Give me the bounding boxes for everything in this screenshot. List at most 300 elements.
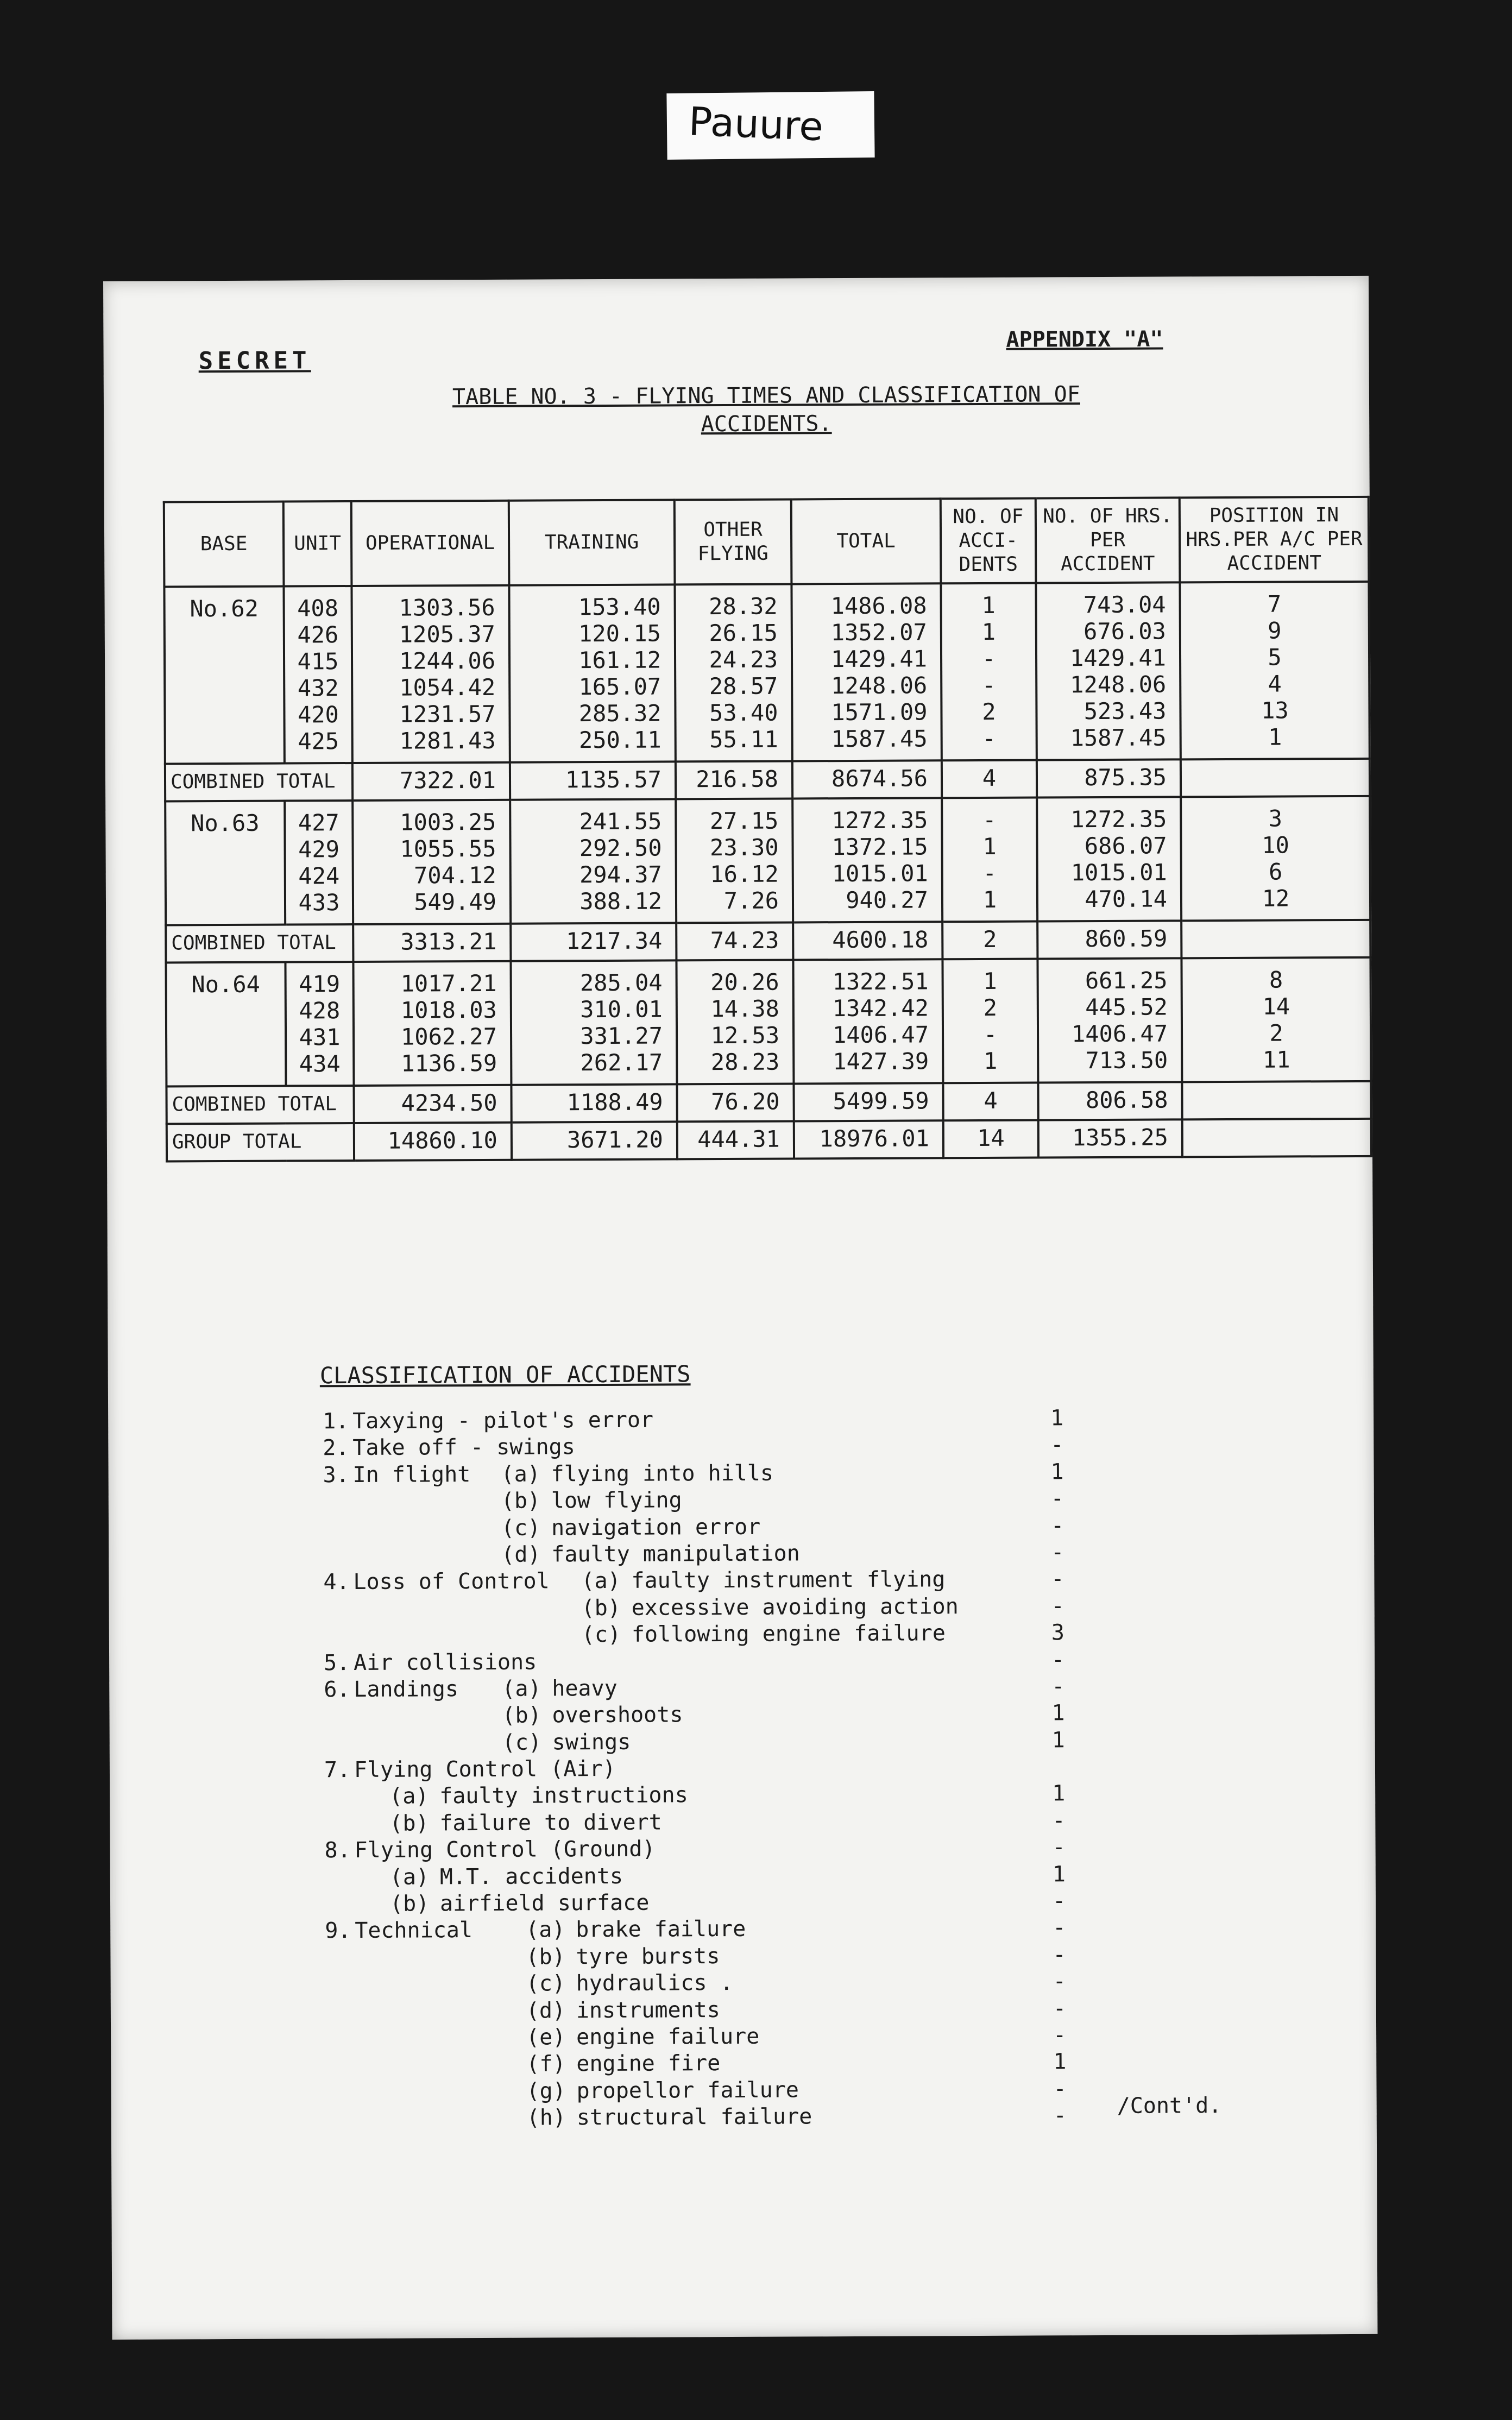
total-value: 1429.41 <box>830 645 928 673</box>
operational-total: 4234.50 <box>354 1085 511 1123</box>
combined-total-row <box>165 759 1370 802</box>
class-heading: In flight <box>352 1461 471 1488</box>
class-number: 6. <box>324 1677 350 1703</box>
accidents-value: 2 <box>982 698 996 725</box>
class-subletter: (a) <box>526 1917 565 1943</box>
class-count: - <box>1053 1915 1066 1940</box>
unit-value: 424 <box>298 862 340 890</box>
classification-row <box>324 1673 1301 1704</box>
total-value: 1406.47 <box>832 1021 929 1049</box>
class-description: faulty instrument flying <box>631 1567 946 1594</box>
total-value: 1352.07 <box>830 619 927 646</box>
class-count: - <box>1053 2022 1067 2048</box>
classification-row <box>325 1861 1302 1892</box>
unit-cell <box>285 962 354 1086</box>
class-description: failure to divert <box>439 1810 662 1836</box>
total-value: 1322.51 <box>832 968 929 995</box>
class-subletter: (f) <box>526 2051 566 2077</box>
other-flying-value: 16.12 <box>710 860 779 888</box>
total-value: 1571.09 <box>831 698 928 726</box>
hrs-per-accident-total: 875.35 <box>1037 759 1181 797</box>
document-page <box>103 276 1378 2340</box>
base-group-row <box>164 582 1369 764</box>
class-subletter: (b) <box>526 1944 565 1970</box>
hrs-per-accident-value: 1429.41 <box>1069 644 1167 672</box>
class-number: 2. <box>323 1435 349 1461</box>
base-group-row <box>165 796 1370 925</box>
classification-title: CLASSIFICATION OF ACCIDENTS <box>319 1360 691 1389</box>
classification-row <box>324 1726 1302 1757</box>
training-value: 310.01 <box>580 995 663 1023</box>
class-heading: Loss of Control <box>353 1568 550 1595</box>
total-cell <box>792 798 942 922</box>
unit-value: 419 <box>299 970 341 998</box>
class-number: 4. <box>323 1570 350 1595</box>
class-subletter: (d) <box>526 1997 566 2024</box>
operational-value: 1231.57 <box>399 700 496 728</box>
class-count: - <box>1053 1942 1066 1968</box>
class-description: heavy <box>552 1675 618 1701</box>
class-subletter: (g) <box>526 2078 566 2104</box>
other-flying-value: 28.57 <box>709 672 778 700</box>
hrs-per-accident-value: 445.52 <box>1085 993 1168 1021</box>
operational-total: 7322.01 <box>352 762 510 801</box>
class-subletter: (a) <box>389 1784 429 1810</box>
hrs-per-accident-value: 676.03 <box>1083 617 1166 645</box>
operational-value: 1062.27 <box>400 1023 497 1050</box>
hrs-per-accident-grand-total: 1355.25 <box>1038 1119 1182 1157</box>
classification-row <box>324 1619 1301 1650</box>
other-flying-grand-total: 444.31 <box>677 1121 794 1159</box>
training-value: 331.27 <box>580 1022 663 1050</box>
total-total: 5499.59 <box>793 1083 943 1121</box>
classification-row <box>323 1566 1301 1597</box>
operational-grand-total: 14860.10 <box>354 1123 512 1161</box>
total-value: 1486.08 <box>830 592 927 620</box>
unit-value: 434 <box>299 1050 341 1077</box>
operational-value: 1303.56 <box>399 594 495 621</box>
unit-value: 408 <box>297 595 339 622</box>
other-flying-value: 23.30 <box>710 834 779 861</box>
position-value: 13 <box>1261 697 1289 724</box>
col-header: OTHER FLYING <box>675 499 792 584</box>
operational-total: 3313.21 <box>353 924 511 962</box>
other-flying-value: 12.53 <box>710 1022 780 1049</box>
class-heading: Landings <box>354 1677 459 1702</box>
class-number: 3. <box>323 1462 349 1488</box>
hrs-per-accident-value: 686.07 <box>1084 832 1167 860</box>
other-flying-value: 53.40 <box>709 699 778 727</box>
position-total-empty <box>1181 759 1370 797</box>
class-count: 1 <box>1051 1700 1065 1726</box>
class-count: - <box>1050 1486 1064 1511</box>
combined-total-row <box>166 920 1370 963</box>
class-subletter: (b) <box>502 1703 541 1729</box>
col-header: NO. OF HRS. PER ACCIDENT <box>1036 497 1180 583</box>
operational-cell <box>353 961 511 1086</box>
other-flying-value: 24.23 <box>709 646 778 673</box>
operational-cell <box>352 800 511 924</box>
table-title-line2: ACCIDENTS. <box>701 411 832 437</box>
class-description: following engine failure <box>631 1621 946 1647</box>
total-total: 8674.56 <box>792 760 942 798</box>
unit-cell <box>285 801 353 925</box>
file-label-tab <box>666 91 874 160</box>
hrs-per-accident-value: 743.04 <box>1083 591 1166 619</box>
class-count: 1 <box>1052 1861 1066 1887</box>
operational-value: 1281.43 <box>399 727 496 754</box>
total-value: 1248.06 <box>831 672 928 699</box>
classification-row <box>325 1834 1302 1865</box>
position-value: 6 <box>1269 858 1283 885</box>
class-description: hydraulics . <box>576 1970 733 1996</box>
accidents-cell <box>942 798 1037 922</box>
continued-note: /Cont'd. <box>1117 2093 1222 2119</box>
class-subletter: (c) <box>502 1730 542 1755</box>
class-subletter: (b) <box>389 1891 430 1917</box>
class-description: propellor failure <box>576 2077 799 2103</box>
training-value: 250.11 <box>578 726 662 754</box>
unit-value: 432 <box>297 675 339 702</box>
accidents-total: 4 <box>943 1083 1038 1121</box>
classification-row <box>324 1807 1302 1838</box>
classification-row <box>324 1592 1301 1623</box>
class-description: M.T. accidents <box>439 1863 623 1889</box>
position-value: 7 <box>1267 590 1282 617</box>
hrs-per-accident-value: 523.43 <box>1083 697 1167 725</box>
position-value: 1 <box>1268 723 1282 751</box>
class-subletter: (c) <box>526 1971 566 1996</box>
accidents-total: 4 <box>942 760 1037 798</box>
unit-value: 426 <box>297 621 339 648</box>
accidents-value: 1 <box>982 886 997 913</box>
class-description: swings <box>552 1729 631 1755</box>
class-description: structural failure <box>576 2104 812 2131</box>
position-value: 2 <box>1269 1019 1283 1047</box>
accidents-value: - <box>981 671 996 698</box>
col-header: POSITION IN HRS.PER A/C PER ACCIDENT <box>1180 497 1369 583</box>
combined-total-label: COMBINED TOTAL <box>166 1086 354 1124</box>
other-flying-total: 216.58 <box>676 761 792 799</box>
total-cell <box>793 959 943 1083</box>
total-value: 1427.39 <box>833 1048 929 1075</box>
classification-row <box>325 1914 1302 1945</box>
class-count: - <box>1053 1969 1066 1994</box>
position-value: 12 <box>1262 885 1290 912</box>
class-description: engine fire <box>576 2051 721 2077</box>
class-count: - <box>1051 1593 1064 1619</box>
base-cell: No.63 <box>165 801 285 925</box>
col-header: UNIT <box>284 501 352 587</box>
other-flying-cell <box>676 960 793 1084</box>
accidents-value: 1 <box>981 591 996 619</box>
hrs-per-accident-value: 1406.47 <box>1071 1020 1168 1048</box>
col-header: NO. OF ACCI-DENTS <box>941 499 1036 584</box>
class-description: tyre bursts <box>576 1943 720 1970</box>
classification-row <box>324 1753 1302 1784</box>
class-description: flying into hills <box>551 1460 774 1487</box>
unit-value: 420 <box>297 701 339 728</box>
training-value: 285.32 <box>578 699 662 727</box>
flying-times-table <box>163 496 1372 1163</box>
class-count: - <box>1050 1432 1064 1458</box>
position-value: 9 <box>1268 617 1282 644</box>
class-count: - <box>1050 1512 1064 1538</box>
accidents-value: 1 <box>983 967 997 994</box>
operational-value: 1205.37 <box>399 620 495 648</box>
total-value: 1015.01 <box>831 860 928 887</box>
hrs-per-accident-total: 806.58 <box>1038 1082 1182 1120</box>
class-count: - <box>1052 1888 1066 1914</box>
class-count: 1 <box>1053 2049 1067 2075</box>
operational-cell <box>351 585 509 763</box>
appendix-label: APPENDIX "A" <box>1006 326 1163 352</box>
other-flying-cell <box>675 584 792 761</box>
hrs-per-accident-cell <box>1037 797 1181 921</box>
class-description: low flying <box>551 1488 682 1514</box>
unit-value: 428 <box>299 997 341 1024</box>
accidents-value: 2 <box>983 994 998 1021</box>
class-count: 3 <box>1051 1620 1065 1646</box>
class-subletter: (a) <box>581 1568 621 1594</box>
accidents-value: 1 <box>984 1047 998 1074</box>
table-title <box>440 380 1092 439</box>
operational-value: 1018.03 <box>400 996 497 1024</box>
unit-value: 425 <box>298 728 339 755</box>
unit-value: 427 <box>298 809 339 836</box>
total-grand-total: 18976.01 <box>794 1120 943 1158</box>
operational-value: 1003.25 <box>400 808 496 836</box>
class-subletter: (a) <box>501 1461 540 1487</box>
class-subletter: (b) <box>581 1595 621 1621</box>
accidents-value: 1 <box>981 618 996 645</box>
operational-value: 1136.59 <box>401 1049 497 1077</box>
operational-value: 549.49 <box>414 888 497 916</box>
class-subletter: (e) <box>526 2025 566 2050</box>
class-count: 1 <box>1050 1406 1064 1431</box>
table-header-row <box>164 497 1369 587</box>
hrs-per-accident-value: 470.14 <box>1085 885 1168 913</box>
total-value: 1372.15 <box>831 833 928 861</box>
training-cell <box>510 799 676 923</box>
training-value: 153.40 <box>578 593 661 621</box>
training-value: 120.15 <box>578 620 661 647</box>
col-header: TRAINING <box>509 500 675 585</box>
class-heading: Taxying - pilot's error <box>352 1407 654 1434</box>
classification-row <box>325 1995 1303 2026</box>
class-count: - <box>1052 1835 1066 1860</box>
other-flying-value: 27.15 <box>709 807 779 835</box>
total-value: 1587.45 <box>831 725 928 753</box>
file-label-text: Pauure <box>688 98 824 150</box>
position-cell <box>1181 796 1370 921</box>
position-value: 5 <box>1268 644 1282 671</box>
training-cell <box>509 584 675 762</box>
class-number: 5. <box>324 1650 350 1675</box>
position-total-empty <box>1182 1119 1371 1157</box>
security-marking: SECRET <box>198 346 311 375</box>
combined-total-label: COMBINED TOTAL <box>165 763 352 802</box>
base-cell: No.62 <box>164 587 284 764</box>
position-value: 11 <box>1262 1046 1290 1073</box>
class-count: 1 <box>1052 1781 1066 1806</box>
operational-value: 1054.42 <box>399 673 496 701</box>
class-count: - <box>1053 2076 1067 2102</box>
class-heading: Air collisions <box>354 1649 537 1675</box>
class-count: - <box>1053 2103 1067 2128</box>
class-subletter: (c) <box>581 1622 621 1648</box>
other-flying-value: 28.32 <box>709 593 778 620</box>
class-subletter: (a) <box>502 1676 541 1701</box>
classification-row <box>325 2049 1303 2079</box>
hrs-per-accident-value: 1587.45 <box>1070 724 1167 752</box>
position-total-empty <box>1182 1081 1371 1120</box>
classification-row <box>323 1539 1301 1570</box>
position-value: 4 <box>1268 670 1282 697</box>
class-count: - <box>1051 1647 1065 1672</box>
total-cell <box>791 583 941 761</box>
class-subletter: (d) <box>501 1542 541 1567</box>
other-flying-value: 20.26 <box>710 968 779 996</box>
class-description: airfield surface <box>439 1890 650 1917</box>
accidents-cell <box>942 959 1038 1083</box>
classification-row <box>325 1887 1302 1918</box>
accidents-grand-total: 14 <box>943 1120 1038 1158</box>
classification-row <box>325 2021 1303 2052</box>
class-subletter: (c) <box>501 1515 541 1541</box>
col-header: BASE <box>164 502 284 587</box>
position-cell <box>1181 957 1371 1082</box>
other-flying-cell <box>676 798 793 923</box>
training-value: 294.37 <box>579 861 662 888</box>
classification-row <box>323 1458 1300 1489</box>
position-cell <box>1180 582 1369 760</box>
hrs-per-accident-cell <box>1036 582 1180 760</box>
classification-row <box>323 1404 1300 1435</box>
base-group-row <box>166 957 1371 1087</box>
hrs-per-accident-value: 1015.01 <box>1070 859 1167 886</box>
position-value: 10 <box>1262 831 1289 859</box>
accidents-value: - <box>982 806 997 833</box>
class-number: 9. <box>325 1918 351 1944</box>
class-description: navigation error <box>551 1514 761 1540</box>
class-description: engine failure <box>576 2024 760 2050</box>
accidents-value: - <box>981 645 996 672</box>
training-value: 165.07 <box>578 673 662 701</box>
total-total: 4600.18 <box>793 922 942 960</box>
total-value: 1342.42 <box>832 994 929 1022</box>
position-total-empty <box>1181 920 1370 959</box>
group-total-row <box>167 1119 1371 1162</box>
other-flying-value: 14.38 <box>710 995 779 1023</box>
unit-value: 431 <box>299 1024 341 1051</box>
class-subletter: (b) <box>501 1488 541 1514</box>
total-value: 940.27 <box>846 886 929 914</box>
other-flying-value: 28.23 <box>710 1048 780 1076</box>
training-total: 1135.57 <box>510 761 676 799</box>
classification-row <box>325 1968 1303 1999</box>
training-total: 1217.34 <box>511 923 676 961</box>
classification-row <box>323 1432 1300 1463</box>
unit-value: 415 <box>297 648 339 675</box>
class-number: 7. <box>324 1757 351 1783</box>
col-header: TOTAL <box>791 499 941 584</box>
hrs-per-accident-value: 713.50 <box>1085 1047 1168 1074</box>
position-value: 14 <box>1262 993 1290 1020</box>
training-value: 292.50 <box>579 834 662 862</box>
class-count: 1 <box>1051 1727 1065 1753</box>
position-value: 3 <box>1268 805 1283 832</box>
accidents-cell <box>941 583 1036 761</box>
hrs-per-accident-total: 860.59 <box>1037 921 1181 959</box>
class-heading: Flying Control (Air) <box>354 1756 616 1783</box>
training-value: 161.12 <box>578 646 662 674</box>
class-count: - <box>1052 1808 1066 1833</box>
accidents-value: 1 <box>982 833 997 860</box>
other-flying-value: 26.15 <box>709 619 778 647</box>
training-total: 1188.49 <box>511 1084 677 1122</box>
classification-row <box>325 1941 1302 1972</box>
training-grand-total: 3671.20 <box>512 1121 677 1159</box>
class-count: 1 <box>1050 1459 1064 1485</box>
class-subletter: (h) <box>526 2105 566 2131</box>
col-header: OPERATIONAL <box>351 501 509 586</box>
class-description: excessive avoiding action <box>631 1593 959 1621</box>
training-value: 241.55 <box>579 808 662 835</box>
operational-value: 1055.55 <box>400 835 496 862</box>
training-value: 388.12 <box>579 887 663 915</box>
hrs-per-accident-value: 1248.06 <box>1070 671 1167 698</box>
class-subletter: (b) <box>389 1811 429 1836</box>
class-count: - <box>1051 1540 1064 1565</box>
training-cell <box>511 960 677 1085</box>
training-value: 285.04 <box>579 969 663 997</box>
class-number: 1. <box>323 1409 349 1434</box>
class-heading: Take off - swings <box>352 1434 575 1461</box>
combined-total-label: COMBINED TOTAL <box>166 924 353 963</box>
unit-value: 429 <box>298 836 340 863</box>
accidents-value: - <box>982 724 996 752</box>
operational-value: 704.12 <box>413 861 496 889</box>
class-description: faulty manipulation <box>551 1541 800 1567</box>
position-value: 8 <box>1269 966 1283 993</box>
base-cell: No.64 <box>166 962 286 1087</box>
other-flying-value: 55.11 <box>709 726 778 753</box>
class-description: overshoots <box>552 1702 683 1728</box>
accidents-value: - <box>983 1020 998 1048</box>
class-number: 8. <box>324 1838 351 1863</box>
table-title-line1: TABLE NO. 3 - FLYING TIMES AND CLASSIFICATION OF <box>452 382 1080 410</box>
classification-row <box>323 1512 1301 1543</box>
class-subletter: (a) <box>389 1864 430 1890</box>
hrs-per-accident-value: 1272.35 <box>1070 805 1167 833</box>
class-description: instruments <box>576 1997 720 2023</box>
class-heading: Flying Control (Ground) <box>354 1836 656 1863</box>
classification-row <box>324 1780 1302 1811</box>
class-count: - <box>1053 1995 1067 2021</box>
hrs-per-accident-cell <box>1037 958 1182 1082</box>
class-description: brake failure <box>576 1917 746 1943</box>
operational-value: 1244.06 <box>399 647 496 675</box>
class-count: - <box>1051 1674 1065 1699</box>
other-flying-value: 7.26 <box>723 887 779 915</box>
class-description: faulty instructions <box>439 1782 688 1809</box>
classification-row <box>324 1646 1301 1677</box>
class-count: - <box>1051 1566 1064 1592</box>
accidents-total: 2 <box>942 922 1037 960</box>
classification-row <box>324 1700 1301 1731</box>
classification-row <box>323 1485 1301 1516</box>
